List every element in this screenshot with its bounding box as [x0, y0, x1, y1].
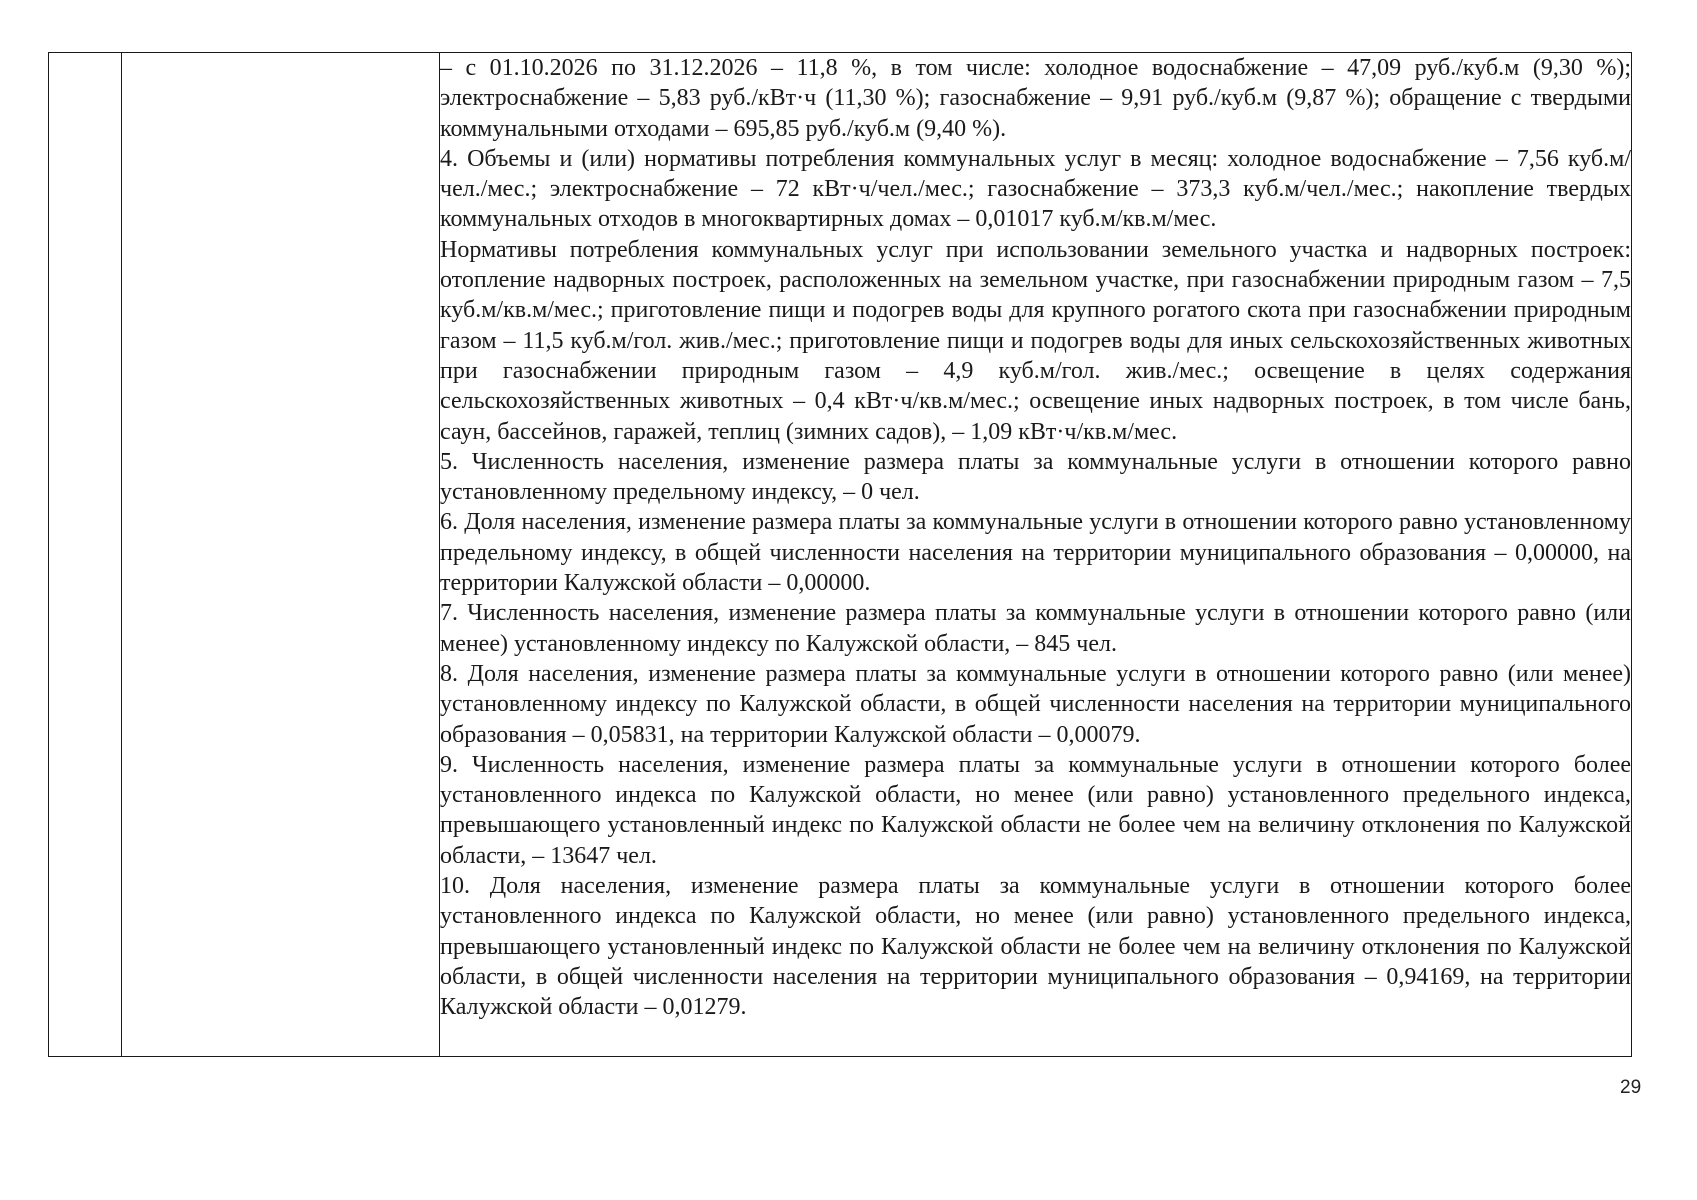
page-number: 29: [1620, 1077, 1642, 1098]
paragraph-share-above-regional: 10. Доля населения, изменение размера платы за коммунальные услуги в отношении которого более установленного индекса по Калужской области, но менее (или равно) установленного предельного индекса, превышающего установленный индекс по Калужской области не более чем на величину отклонения по Калужской области, в общей численности населения на территории муниципального образования – 0,94169, на территории Калужской области – 0,01279.: [440, 873, 1631, 1021]
cell-text-block: [440, 53, 1631, 1023]
paragraph-tariff-period: – с 01.10.2026 по 31.12.2026 – 11,8 %, в том числе: холодное водоснабжение – 47,09 руб./куб.м (9,30 %); электроснабжение – 5,83 руб./кВт·ч (11,30 %); газоснабжение – 9,91 руб./куб.м (9,87 %); обращение с твердыми коммунальными отходами – 695,85 руб./куб.м (9,40 %).: [440, 55, 1631, 142]
row-content-cell: [440, 53, 1632, 1057]
table-row: [49, 53, 1632, 1057]
paragraph-land-plot-norms: Нормативы потребления коммунальных услуг при использовании земельного участка и надворных построек: отопление надворных построек, расположенных на земельном участке, при газоснабжении природным газом – 7,5 куб.м/кв.м/мес.; приготовление пищи и подогрев воды для крупного рогатого скота при газоснабжении природным газом – 11,5 куб.м/гол. жив./мес.; приготовление пищи и подогрев воды для иных сельскохозяйственных животных при газоснабжении природным газом – 4,9 куб.м/гол. жив./мес.; освещение в целях содержания сельскохозяйственных животных – 0,4 кВт·ч/кв.м/мес.; освещение иных надворных построек, в том числе бань, саун, бассейнов, гаражей, теплиц (зимних садов), – 1,09 кВт·ч/кв.м/мес.: [440, 236, 1631, 445]
paragraph-population-above-regional: 9. Численность населения, изменение размера платы за коммунальные услуги в отношении которого более установленного индекса по Калужской области, но менее (или равно) установленного предельного индекса, превышающего установленный индекс по Калужской области не более чем на величину отклонения по Калужской области, – 13647 чел.: [440, 751, 1631, 869]
row-number-cell: [49, 53, 122, 1057]
paragraph-share-equal-regional: 8. Доля населения, изменение размера платы за коммунальные услуги в отношении которого равно (или менее) установленному индексу по Калужской области, в общей численности населения на территории муниципального образования – 0,05831, на территории Калужской области – 0,00079.: [440, 660, 1631, 748]
paragraph-population-equal-limit: 5. Численность населения, изменение размера платы за коммунальные услуги в отношении которого равно установленному предельному индексу, – 0 чел.: [440, 448, 1631, 506]
paragraph-share-equal-limit: 6. Доля населения, изменение размера платы за коммунальные услуги в отношении которого равно установленному предельному индексу, в общей численности населения на территории муниципального образования – 0,00000, на территории Калужской области – 0,00000.: [440, 509, 1631, 597]
continuation-table: [48, 52, 1632, 1057]
row-name-cell: [122, 53, 440, 1057]
paragraph-population-equal-regional: 7. Численность населения, изменение размера платы за коммунальные услуги в отношении которого равно (или менее) установленному индексу по Калужской области, – 845 чел.: [440, 600, 1631, 657]
paragraph-consumption-norms: 4. Объемы и (или) нормативы потребления коммунальных услуг в месяц: холодное водоснабжение – 7,56 куб.м/чел./мес.; электроснабжение – 72 кВт·ч/чел./мес.; газоснабжение – 373,3 куб.м/чел./мес.; накопление твердых коммунальных отходов в многоквартирных домах – 0,01017 куб.м/кв.м/мес.: [440, 145, 1631, 233]
